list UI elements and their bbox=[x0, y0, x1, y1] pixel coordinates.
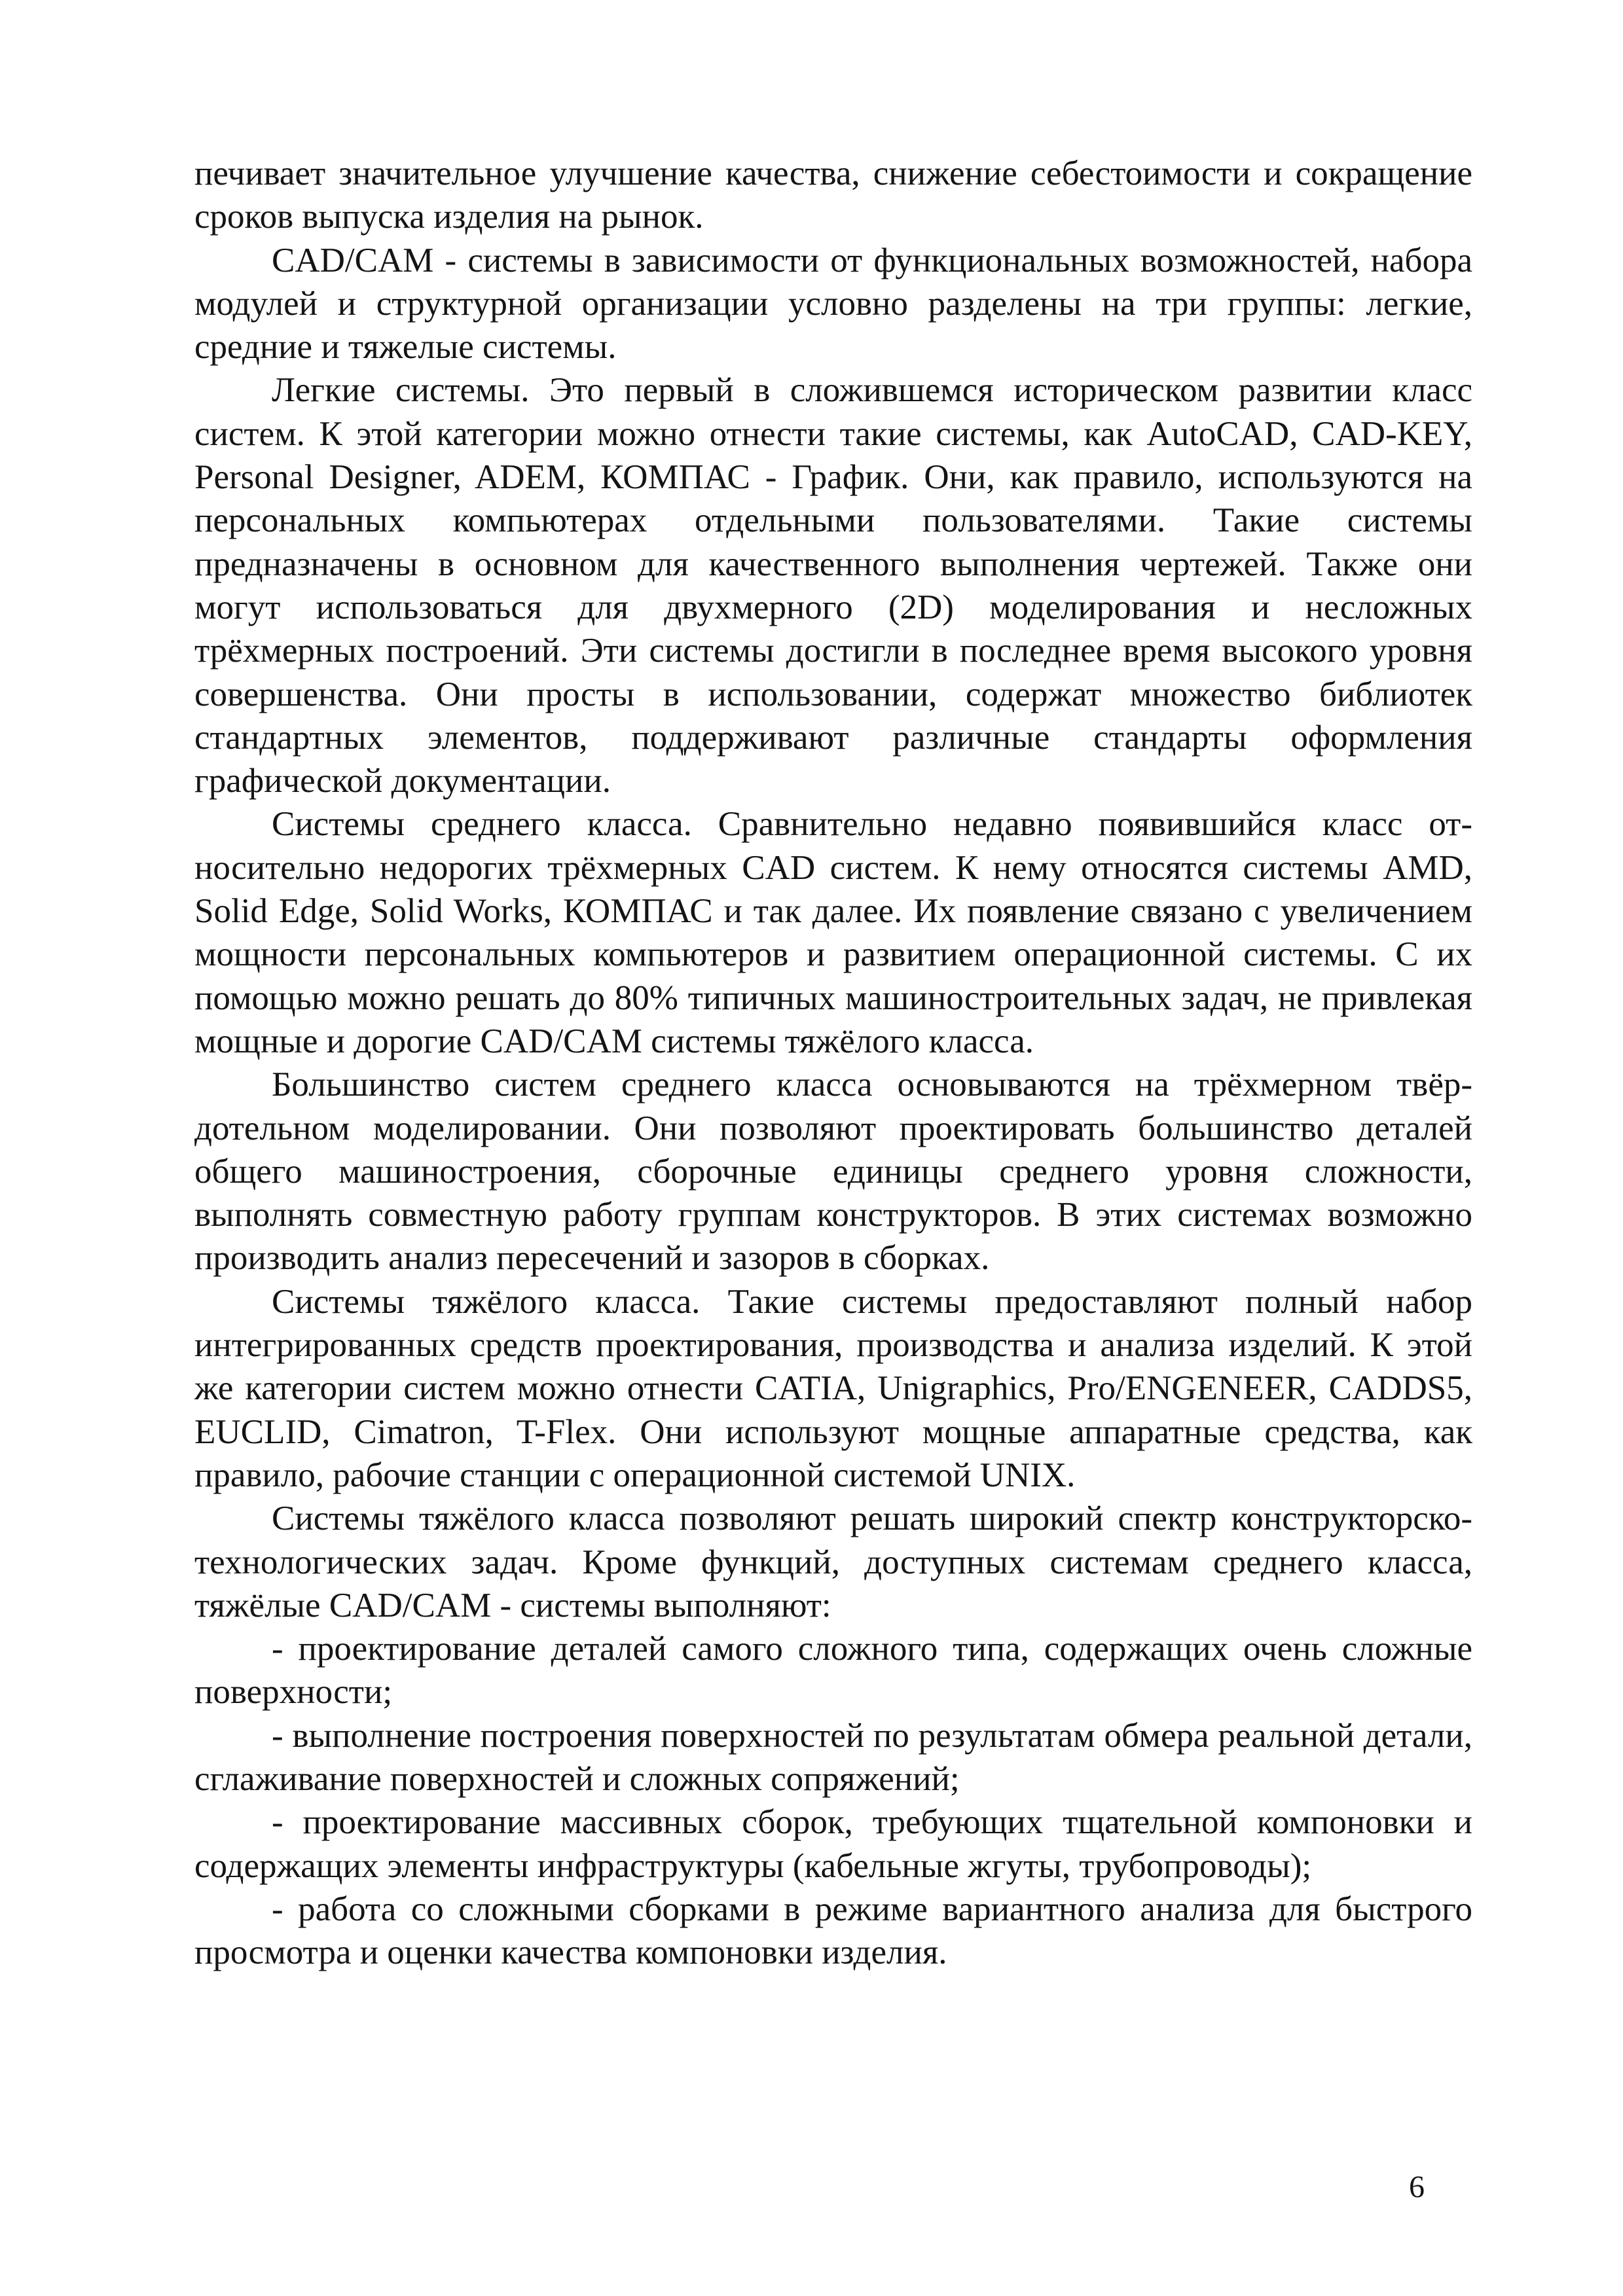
page-number: 6 bbox=[1409, 2170, 1425, 2204]
list-item-variant-analysis: - работа со сложными сборками в режиме вариантного анализа для быстрого просмотра и оценки качества компоновки изделия. bbox=[194, 1890, 1472, 1972]
list-item-surface-reconstruction: - выполнение построения поверхностей по результатам обмера реальной детали, сглаживание поверхностей и сложных сопряжений; bbox=[194, 1716, 1472, 1798]
list-item-massive-assemblies: - проектирование массивных сборок, требующих тщательной компоновки и содержащих элементы инфраструктуры (кабельные жгуты, трубопроводы); bbox=[194, 1803, 1472, 1885]
paragraph-cad-cam-groups: CAD/CAM - системы в зависимости от функциональных возможностей, набора модулей и структурной организации условно разделены на три группы: легкие, средние и тяжелые системы. bbox=[194, 241, 1472, 367]
paragraph-light-systems: Легкие системы. Это первый в сложившемся историческом развитии класс систем. К этой категории можно отнести такие системы, как AutoCAD, CAD-KEY, Personal Designer, ADEM, КОМПАС - График. Они, как правило, используются на персональных компьютерах отдельными пользователями. Такие системы предназначены в основном для качественного выполнения чертежей. Также они могут использоваться для двухмерного (2D) моделирования и несложных трёхмерных построений. Эти системы достигли в последнее время высокого уровня совершенства. Они просты в использовании, содержат множество библиотек стандартных элементов, поддерживают различные стандарты оформления графической документации. bbox=[194, 371, 1472, 800]
paragraph-medium-solid-modeling: Большинство систем среднего класса основываются на трёхмерном твёрдотельном моделировании. Они позволяют проектировать большинство деталей общего машиностроения, сборочные единицы среднего уровня сложности, выполнять совместную работу группам конструкторов. В этих системах возможно производить анализ пересечений и зазоров в сборках. bbox=[194, 1066, 1472, 1278]
text-body bbox=[194, 152, 1472, 1974]
paragraph-medium-systems: Системы среднего класса. Сравнительно недавно появившийся класс относительно недорогих трёхмерных CAD систем. К нему относятся системы AMD, Solid Edge, Solid Works, КОМПАС и так далее. Их появление связано с увеличением мощности персональных компьютеров и развитием операционной системы. С их помощью можно решать до 80% типичных машиностроительных задач, не привлекая мощные и дорогие CAD/CAM системы тяжёлого класса. bbox=[194, 805, 1472, 1060]
list-item-complex-parts: - проектирование деталей самого сложного типа, содержащих очень сложные поверхности; bbox=[194, 1630, 1472, 1712]
paragraph-heavy-capabilities: Системы тяжёлого класса позволяют решать широкий спектр конструкторско-технологических задач. Кроме функций, доступных системам среднего класса, тяжёлые CAD/CAM - системы выполняют: bbox=[194, 1499, 1472, 1624]
paragraph-heavy-systems: Системы тяжёлого класса. Такие системы предоставляют полный набор интегрированных средств проектирования, производства и анализа изделий. К этой же категории систем можно отнести CATIA, Unigraphics, Pro/ENGENEER, CADDS5, EUCLID, Cimatron, T-Flex. Они используют мощные аппаратные средства, как правило, рабочие станции с операционной системой UNIX. bbox=[194, 1282, 1472, 1494]
paragraph-intro-continuation: печивает значительное улучшение качества, снижение себестоимости и сокращение сроков выпуска изделия на рынок. bbox=[194, 154, 1472, 236]
